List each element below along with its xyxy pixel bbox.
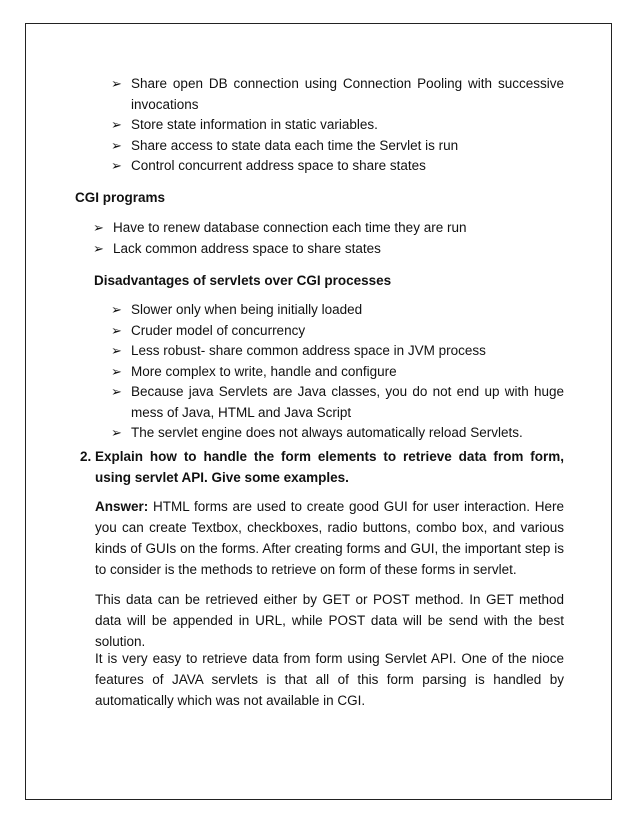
list-item: ➢ Control concurrent address space to share states xyxy=(131,156,564,177)
list-item: ➢ Share open DB connection using Connection Pooling with successive invocations xyxy=(111,76,564,112)
cgi-programs-heading: CGI programs xyxy=(75,190,166,205)
arrow-bullet-icon: ➢ xyxy=(111,384,122,399)
list-item: ➢ The servlet engine does not always automatically reload Servlets. xyxy=(131,423,564,444)
question-text: Explain how to handle the form elements to retrieve data from form, using servlet API. Give some examples. xyxy=(95,449,564,485)
arrow-bullet-icon: ➢ xyxy=(111,363,122,379)
arrow-bullet-icon: ➢ xyxy=(111,137,122,153)
list-item: ➢ Lack common address space to share states xyxy=(113,239,564,260)
list-item: ➢ Have to renew database connection each time they are run xyxy=(113,218,564,239)
question-number: 2. xyxy=(80,449,92,464)
arrow-bullet-icon: ➢ xyxy=(111,117,122,132)
list-item: ➢ Because java Servlets are Java classes, you do not end up with huge mess of Java, HTML and Java Script xyxy=(111,384,564,420)
list-item: ➢ More complex to write, handle and configure xyxy=(131,362,564,383)
disadvantages-list xyxy=(111,300,564,444)
question-2 xyxy=(80,447,564,488)
arrow-bullet-icon: ➢ xyxy=(111,76,122,91)
list-item: ➢ Store state information in static variables. xyxy=(131,115,564,136)
servlet-advantages-list xyxy=(111,74,564,177)
answer-label: Answer: xyxy=(95,499,149,514)
arrow-bullet-icon: ➢ xyxy=(111,158,122,173)
arrow-bullet-icon: ➢ xyxy=(111,302,122,317)
answer-paragraph-3: It is very easy to retrieve data from form using Servlet API. One of the nioce features of JAVA servlets is that all of this form parsing is handled by automatically which was not available in CGI. xyxy=(95,651,564,708)
arrow-bullet-icon: ➢ xyxy=(111,322,122,338)
arrow-bullet-icon: ➢ xyxy=(111,425,122,440)
arrow-bullet-icon: ➢ xyxy=(93,240,104,256)
cgi-programs-list xyxy=(93,218,564,259)
disadvantages-heading: Disadvantages of servlets over CGI processes xyxy=(94,273,392,288)
arrow-bullet-icon: ➢ xyxy=(93,220,104,235)
list-item: ➢ Less robust- share common address space in JVM process xyxy=(131,341,564,362)
answer-paragraph-2: This data can be retrieved either by GET or POST method. In GET method data will be appended in URL, while POST data will be send with the best solution. xyxy=(95,592,564,649)
answer-paragraph-1: Answer: HTML forms are used to create good GUI for user interaction. Here you can create Textbox, checkboxes, radio buttons, combo box, and various kinds of GUIs on the forms. After creating forms and GUI, the important step is to consider is the methods to retrieve on form of these forms in servlet. xyxy=(95,499,564,577)
arrow-bullet-icon: ➢ xyxy=(111,343,122,358)
list-item: ➢ Cruder model of concurrency xyxy=(131,321,564,342)
list-item: ➢ Slower only when being initially loaded xyxy=(131,300,564,321)
list-item: ➢ Share access to state data each time the Servlet is run xyxy=(131,136,564,157)
